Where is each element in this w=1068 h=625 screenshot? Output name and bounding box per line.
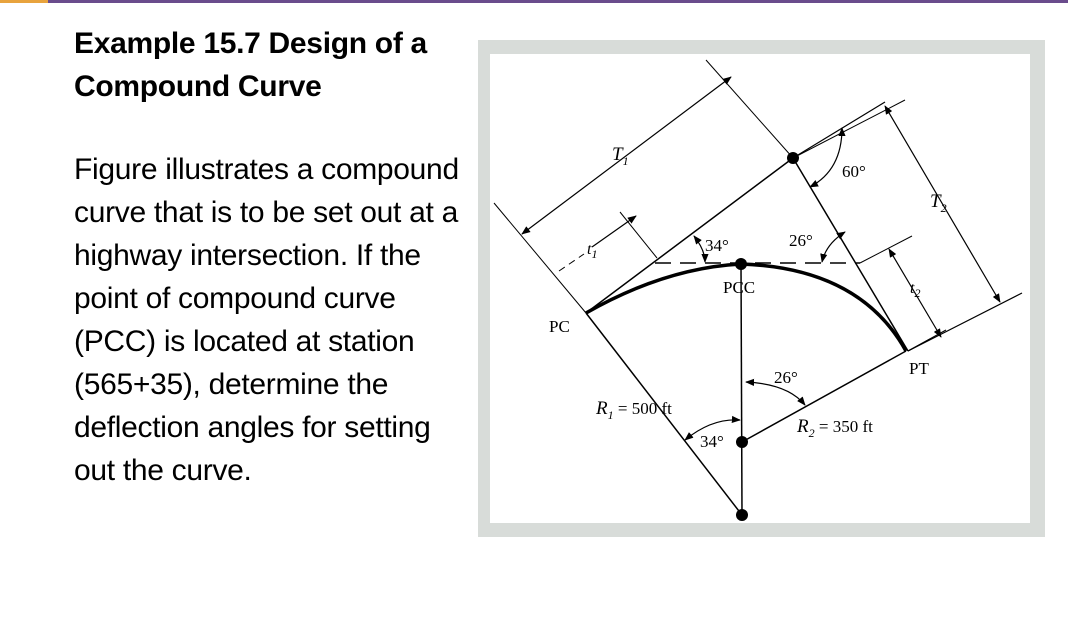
t1-small-dashed: [559, 254, 584, 271]
slide-body-text: Figure illustrates a compound curve that is to be set out at a highway intersection. If the point of compound curve (PCC) is located at station (565+35), determine the deflection angles for setting out the curve.: [74, 153, 459, 487]
r2-center-point: [736, 436, 748, 448]
label-angle-60: 60°: [842, 162, 866, 181]
back-tangent-line: [586, 158, 793, 313]
label-t2-main: $T_2$: [930, 191, 947, 215]
forward-tangent-extension: [908, 293, 1022, 351]
label-r1: $R_1 = 500$ ft: [596, 398, 672, 422]
pcc-radius-line: [741, 264, 742, 515]
t2-small-extension-b: [908, 330, 946, 351]
angle-arc-26-top: [822, 232, 845, 262]
angle-arc-34-top: [694, 236, 705, 262]
t2-extension-pi: [793, 100, 905, 158]
label-pc: PC: [549, 317, 570, 336]
slide-title: Example 15.7 Design of a Compound Curve: [74, 27, 427, 103]
pcc-point: [735, 258, 747, 270]
label-r2: $R_2 = 350$ ft: [797, 416, 873, 440]
label-angle-34-top: 34°: [705, 236, 729, 255]
t1-small-extension-a: [620, 212, 657, 258]
t1-extension-pc: [494, 203, 586, 313]
t1-extension-pi: [706, 60, 793, 158]
label-pt: PT: [909, 359, 929, 378]
label-angle-26-mid: 26°: [774, 368, 798, 387]
label-angle-26-top: 26°: [789, 231, 813, 250]
label-t2-small: $t_2$: [910, 280, 921, 300]
label-angle-34-bottom: 34°: [700, 432, 724, 451]
label-pcc: PCC: [723, 278, 756, 297]
angle-arc-60: [810, 128, 842, 187]
label-t1-main: $T_1$: [612, 144, 629, 168]
t1-small-arrow: [592, 216, 636, 247]
t2-small-extension-a: [860, 236, 912, 263]
curve-arc-r1: [586, 264, 741, 313]
label-t1-small: $t_1$: [587, 241, 598, 261]
r1-center-point: [736, 509, 748, 521]
